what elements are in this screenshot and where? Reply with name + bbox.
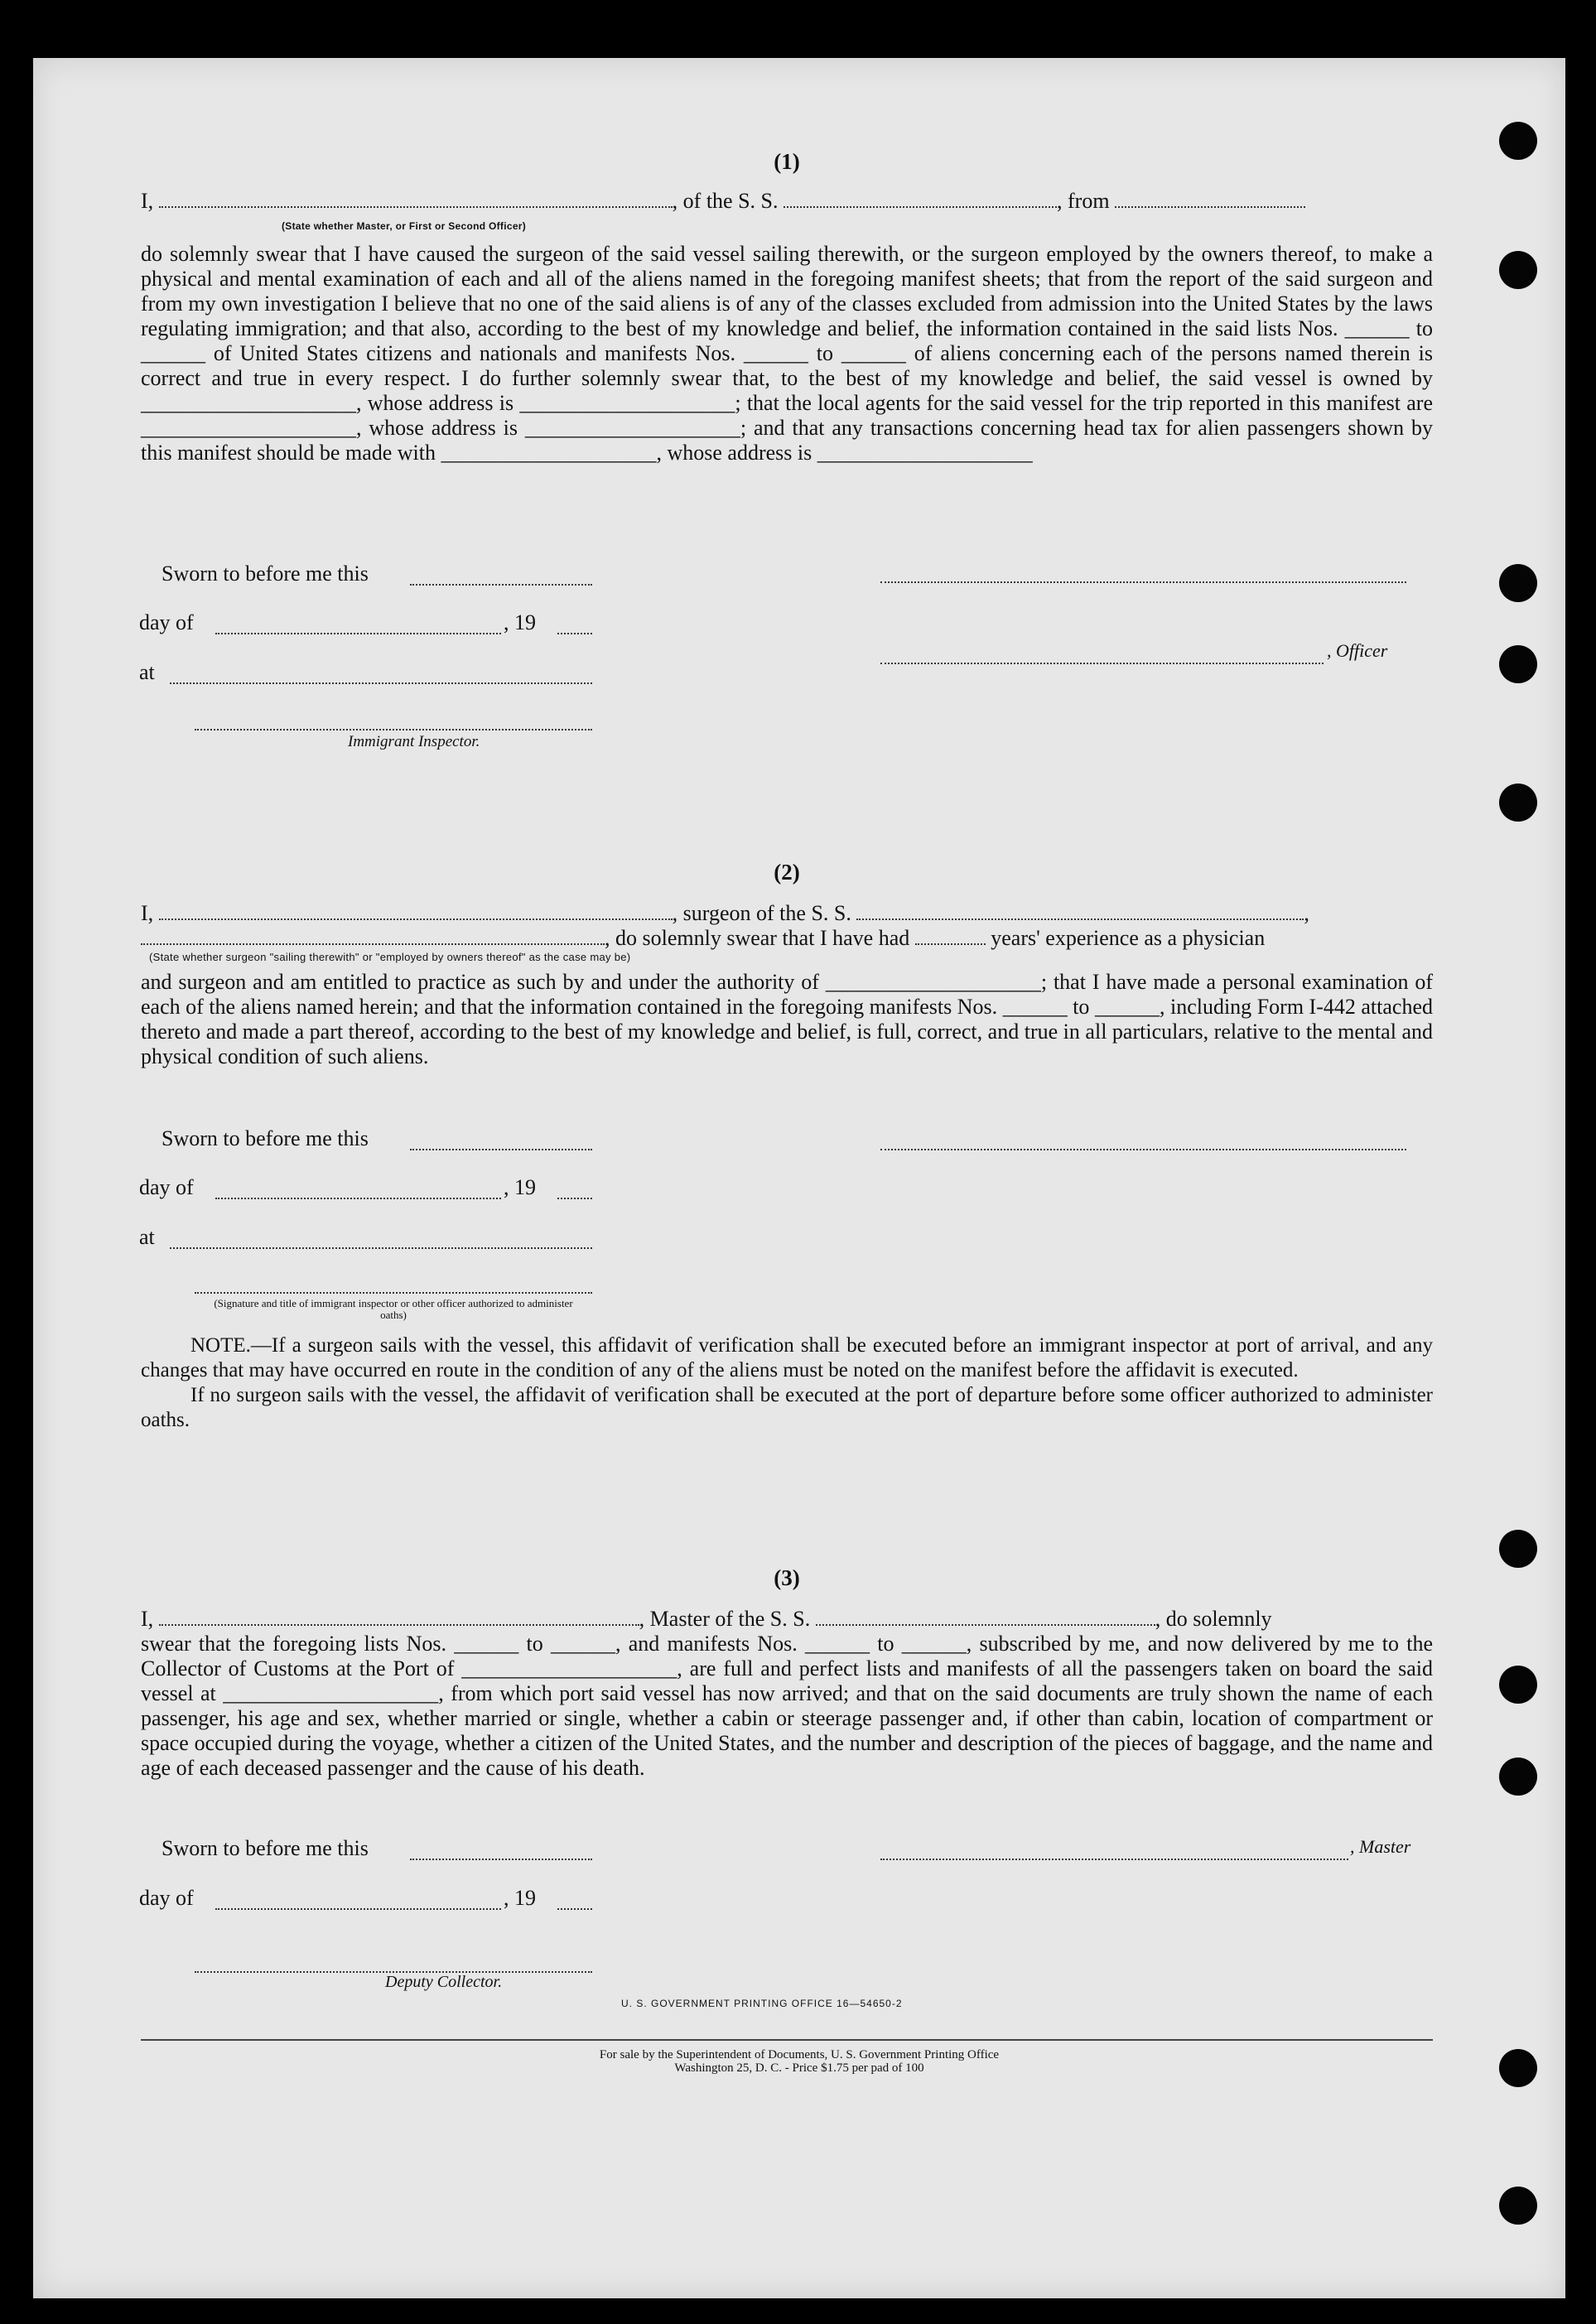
ship-name-field[interactable]: [784, 190, 1057, 208]
day-of-label: day of: [139, 1175, 194, 1199]
note-paragraph: If no surgeon sails with the vessel, the affidavit of verification shall be executed at the port of departure before some officer authorized to administer oaths.: [141, 1384, 1433, 1431]
inspector-signature-field[interactable]: [195, 712, 592, 730]
affidavit-section-2: (2) I, , surgeon of the S. S. , , do solemnly swear that I have had years' experience as a physician (State whether surgeon "sailing therewith" or "employed by owners thereof" as the case may be) and surgeon and am entitled to practice as such by and under the authority of ____________________; that I have made a personal examination of each of the aliens named herein; and that the information contained in the foregoing manifests Nos. ______ to ______, including Form I-442 attached thereto and made a part thereof, according to the best of my knowledge and belief, is full, correct, and true in all particulars, relative to the mental and physical condition of such aliens.: [141, 860, 1433, 1068]
signature-caption: (Signature and title of immigrant inspector or other officer authorized to administer oaths): [214, 1297, 573, 1321]
collector-title: Deputy Collector.: [385, 1973, 503, 1991]
ship-name-field[interactable]: [856, 902, 1304, 920]
oath-intro: I,: [141, 1607, 154, 1631]
affidavit-section-3: [141, 1565, 1433, 1781]
affidavit-section-1: [141, 149, 1433, 465]
ship-name-field[interactable]: [816, 1608, 1155, 1626]
sworn-label: Sworn to before me this: [162, 562, 369, 586]
sworn-day-field[interactable]: [410, 1842, 592, 1860]
officer-signature-field[interactable]: [880, 565, 1406, 583]
oath-label: , do solemnly: [1155, 1607, 1272, 1631]
section-number: (2): [774, 860, 800, 885]
field-caption: (State whether surgeon "sailing therewith" or "employed by owners thereof" as the case may be): [149, 951, 631, 963]
oath-body: swear that the foregoing lists Nos. ______ to ______, and manifests Nos. ______ to ______, subscribed by me, and now delivered by me to the Collector of Customs at the Port of ____________________, are full and perfect lists and manifests of all the passengers taken on board the said vessel at ____________________, from which port said vessel has now arrived; and that on the said documents are truly shown the name of each passenger, his age and sex, whether married or single, whether a cabin or steerage passenger and, if other than cabin, location of compartment or space occupied during the voyage, whether a citizen of the United States, and the number and description of the pieces of baggage, and the name and age of each deceased passenger and the cause of his death.: [141, 1632, 1433, 1780]
year-field[interactable]: [557, 616, 592, 634]
oath-intro: I,: [141, 901, 154, 925]
month-field[interactable]: [215, 1181, 501, 1199]
punch-hole: [1499, 2187, 1537, 2225]
punch-hole: [1499, 784, 1537, 822]
surgeon-name-field[interactable]: [159, 902, 673, 920]
officer-signature-line[interactable]: [880, 646, 1324, 664]
document-page: [33, 58, 1565, 2298]
sworn-day-field[interactable]: [410, 1132, 592, 1150]
month-field[interactable]: [215, 1892, 501, 1910]
year-label: , 19: [504, 1175, 536, 1199]
year-label: , 19: [504, 610, 536, 634]
ship-label: , Master of the S. S.: [639, 1607, 811, 1631]
sworn-label: Sworn to before me this: [162, 1836, 369, 1860]
collector-signature-field[interactable]: [195, 1955, 592, 1973]
divider: [141, 2039, 1433, 2041]
punch-hole: [1499, 1530, 1537, 1568]
footer-line: Washington 25, D. C. - Price $1.75 per pad of 100: [674, 2061, 924, 2075]
month-field[interactable]: [215, 616, 501, 634]
at-label: at: [139, 660, 155, 684]
experience-label: , do solemnly swear that I have had: [605, 926, 910, 950]
inspector-signature-field[interactable]: [195, 1275, 592, 1294]
officer-name-field[interactable]: [159, 190, 673, 208]
footer-line: For sale by the Superintendent of Documents, U. S. Government Printing Office: [599, 2048, 1000, 2061]
note-block: [141, 1333, 1433, 1433]
punch-hole: [1499, 1757, 1537, 1796]
printer-imprint: U. S. GOVERNMENT PRINTING OFFICE 16—54650-2: [621, 1998, 903, 2009]
year-label: , 19: [504, 1886, 536, 1910]
year-field[interactable]: [557, 1892, 592, 1910]
punch-hole: [1499, 645, 1537, 683]
ship-label: , of the S. S.: [672, 189, 779, 213]
section-number: (3): [774, 1565, 800, 1590]
surgeon-status-field[interactable]: [141, 927, 605, 945]
officer-title: , Officer: [1327, 640, 1388, 661]
master-name-field[interactable]: [159, 1608, 639, 1626]
oath-body: and surgeon and am entitled to practice as such by and under the authority of ____________________; that I have made a personal examination of each of the aliens named herein; and that the information contained in the foregoing manifests Nos. ______ to ______, including Form I-442 attached thereto and made a part thereof, according to the best of my knowledge and belief, is full, correct, and true in all particulars, relative to the mental and physical condition of such aliens.: [141, 970, 1433, 1068]
years-label: years' experience as a physician: [991, 926, 1266, 950]
years-field[interactable]: [915, 927, 986, 945]
place-field[interactable]: [170, 666, 592, 684]
sworn-label: Sworn to before me this: [162, 1126, 369, 1150]
punch-hole: [1499, 1666, 1537, 1704]
oath-intro: I,: [141, 189, 154, 213]
section-number: (1): [774, 149, 800, 174]
note-paragraph: NOTE.—If a surgeon sails with the vessel, this affidavit of verification shall be executed before an immigrant inspector at port of arrival, and any changes that may have occurred en route in the condition of any of the aliens must be noted on the manifest before the affidavit is executed.: [141, 1334, 1433, 1381]
place-field[interactable]: [170, 1231, 592, 1249]
day-of-label: day of: [139, 610, 194, 634]
year-field[interactable]: [557, 1181, 592, 1199]
ship-label: , surgeon of the S. S.: [672, 901, 851, 925]
at-label: at: [139, 1225, 155, 1249]
master-title: , Master: [1350, 1836, 1411, 1857]
oath-body: do solemnly swear that I have caused the surgeon of the said vessel sailing therewith, or the surgeon employed by the owners thereof, to make a physical and mental examination of each and all of the aliens named in the foregoing manifest sheets; that from the report of the said surgeon and from my own investigation I believe that no one of the said aliens is of any of the classes excluded from admission into the United States by the laws regulating immigration; and that also, according to the best of my knowledge and belief, the information contained in the said lists Nos. ______ to ______ of United States citizens and nationals and manifests Nos. ______ to ______ of aliens concerning each of the persons named therein is correct and true in every respect. I do further solemnly swear that, to the best of my knowledge and belief, the said vessel is owned by ____________________, whose address is ____________________; that the local agents for the said vessel for the trip reported in this manifest are ____________________, whose address is ____________________; and that any transactions concerning head tax for alien passengers shown by this manifest should be made with ____________________, whose address is ____________________: [141, 242, 1433, 465]
from-port-field[interactable]: [1115, 190, 1305, 208]
day-of-label: day of: [139, 1886, 194, 1910]
punch-hole: [1499, 251, 1537, 289]
inspector-title: Immigrant Inspector.: [348, 733, 480, 750]
field-caption: (State whether Master, or First or Second Officer): [282, 220, 527, 232]
surgeon-signature-field[interactable]: [880, 1132, 1406, 1150]
from-label: , from: [1057, 189, 1110, 213]
punch-hole: [1499, 122, 1537, 160]
punch-hole: [1499, 564, 1537, 602]
master-signature-field[interactable]: [880, 1842, 1348, 1860]
sworn-day-field[interactable]: [410, 567, 592, 586]
